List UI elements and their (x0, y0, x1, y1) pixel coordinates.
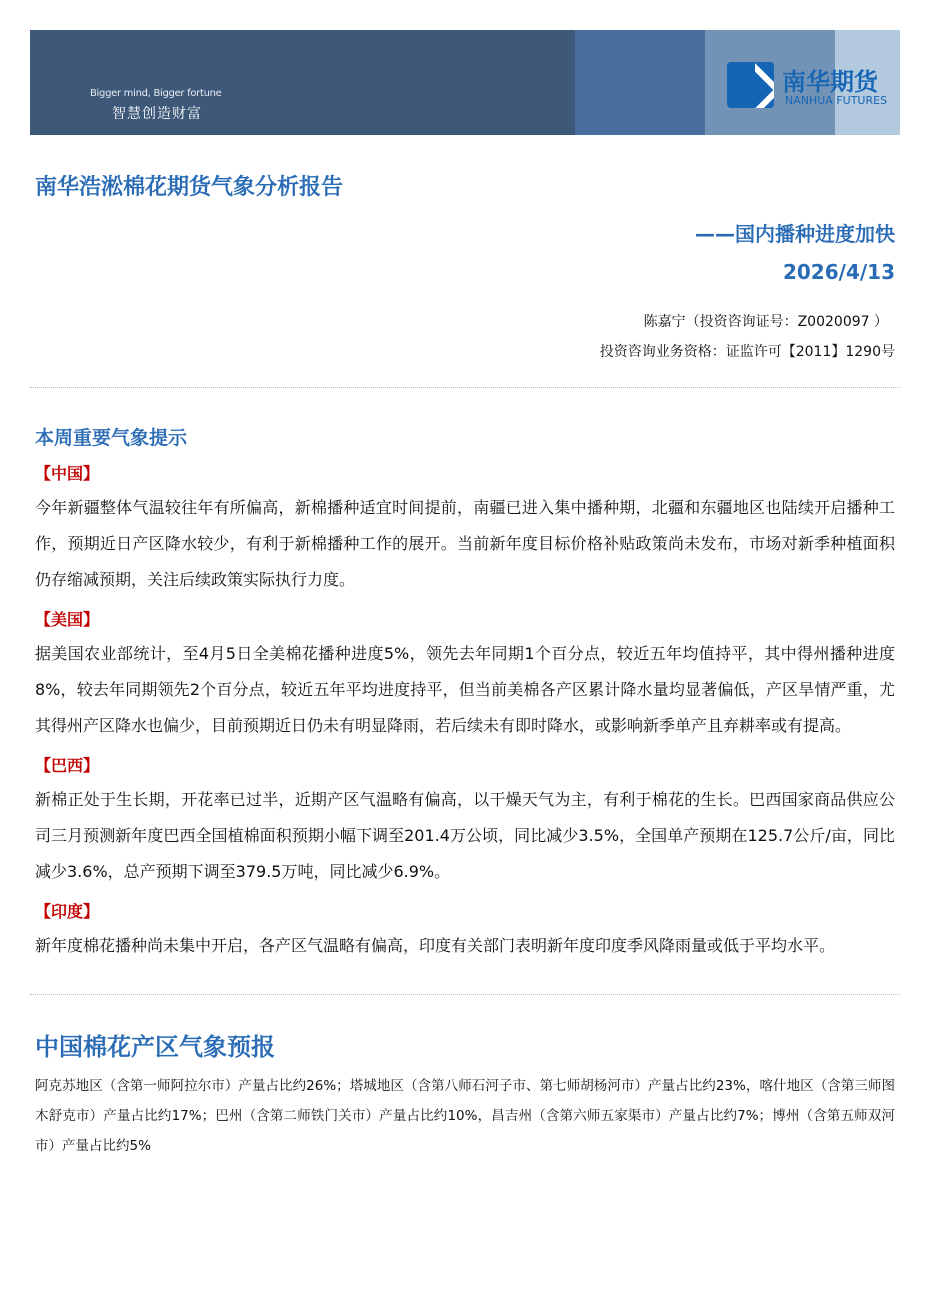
report-body (35, 387, 895, 1181)
paragraph-us: 据美国农业部统计，至4月5日全美棉花播种进度5%，领先去年同期1个百分点，较近五年均值持平，其中得州播种进度8%，较去年同期领先2个百分点，较近五年平均进度持平，但当前美棉各产区累计降水量均显著偏低，产区旱情严重，尤其得州产区降水也偏少，目前预期近日仍未有明显降雨，若后续未有即时降水，或影响新季单产且弃耕率或有提高。 (35, 644, 895, 735)
paragraph-india: 新年度棉花播种尚未集中开启，各产区气温略有偏高，印度有关部门表明新年度印度季风降雨量或低于平均水平。 (35, 936, 836, 955)
slogan-cn: 智慧创造财富 (112, 106, 202, 122)
region-tag-india: 【印度】 (35, 902, 100, 921)
paragraph-brazil: 新棉正处于生长期，开花率已过半，近期产区气温略有偏高，以干燥天气为主，有利于棉花的生长。巴西国家商品供应公司三月预测新年度巴西全国植棉面积预期小幅下调至201.4万公顷，同比减少3.5%，全国单产预期在125.7公斤/亩，同比减少3.6%，总产预期下调至379.5万吨，同比减少6.9%。 (35, 790, 895, 881)
author: 陈嘉宁（投资咨询证号：Z0020097 ） (643, 314, 888, 330)
banner-stripe (575, 30, 705, 135)
region-tag-brazil: 【巴西】 (35, 756, 100, 775)
logo-text-en: NANHUA FUTURES (785, 94, 888, 107)
report-subtitle: ——国内播种进度加快 (695, 222, 895, 246)
spacer (35, 974, 895, 994)
region-tag-china: 【中国】 (35, 464, 100, 483)
report-title: 南华浩淞棉花期货气象分析报告 (35, 175, 344, 200)
section-heading: 本周重要气象提示 (35, 427, 188, 449)
logo-text-cn: 南华期货 (782, 68, 878, 96)
region-tag-us: 【美国】 (35, 610, 100, 629)
header-banner (30, 30, 900, 135)
paragraph-china: 今年新疆整体气温较往年有所偏高，新棉播种适宜时间提前，南疆已进入集中播种期，北疆和东疆地区也陆续开启播种工作，预期近日产区降水较少，有利于新棉播种工作的展开。当前新年度目标价格补贴政策尚未发布，市场对新季种植面积仍存缩减预期，关注后续政策实际执行力度。 (35, 498, 895, 589)
slogan-en: Bigger mind, Bigger fortune (90, 88, 222, 99)
report-date: 2026/4/13 (782, 260, 895, 284)
forecast-text: 阿克苏地区（含第一师阿拉尔市）产量占比约26%；塔城地区（含第八师石河子市、第七师胡杨河市）产量占比约23%，喀什地区（含第三师图木舒克市）产量占比约17%；巴州（含第二师铁门关市）产量占比约10%，昌吉州（含第六师五家渠市）产量占比约7%；博州（含第五师双河市）产量占比约5% (35, 1078, 895, 1154)
divider (30, 994, 900, 995)
divider (30, 387, 900, 388)
forecast-heading: 中国棉花产区气象预报 (35, 1033, 275, 1061)
license: 投资咨询业务资格：证监许可【2011】1290号 (599, 344, 895, 360)
nanhua-logo-icon (727, 62, 774, 108)
